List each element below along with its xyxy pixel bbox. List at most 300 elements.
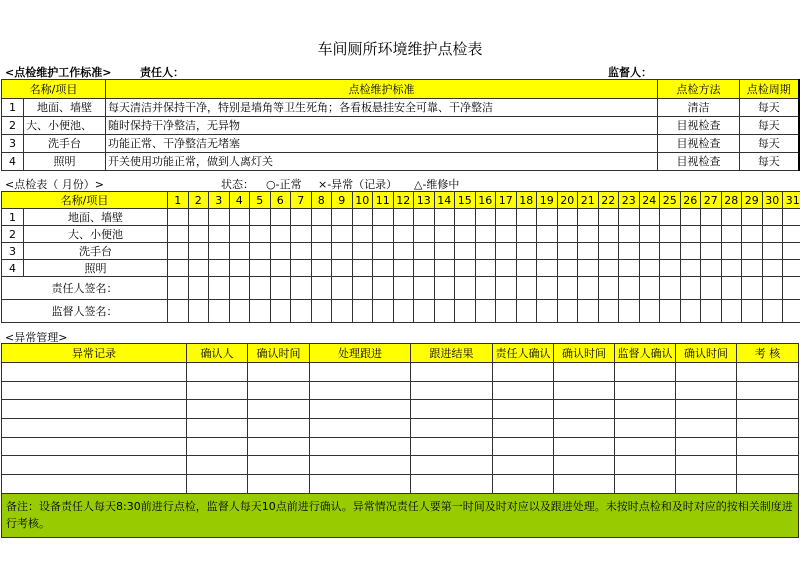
day-check-cell[interactable] [639, 260, 660, 277]
day-header: 5 [250, 192, 271, 209]
day-check-cell[interactable] [393, 226, 414, 243]
signature-cell[interactable] [701, 277, 722, 300]
day-check-cell[interactable] [270, 226, 291, 243]
day-check-cell[interactable] [229, 209, 250, 226]
header-cycle: 点检周期 [740, 80, 799, 99]
anomaly-cell[interactable] [187, 437, 248, 456]
signature-cell[interactable] [291, 300, 312, 323]
section-anomaly-heading: <异常管理> [5, 331, 68, 344]
signature-cell[interactable] [475, 277, 496, 300]
anomaly-cell[interactable] [554, 437, 615, 456]
day-check-cell[interactable] [352, 243, 373, 260]
anomaly-cell[interactable] [411, 363, 493, 382]
anomaly-cell[interactable] [2, 456, 187, 475]
anomaly-cell[interactable] [187, 400, 248, 419]
anomaly-cell[interactable] [554, 475, 615, 494]
anomaly-cell[interactable] [411, 419, 493, 438]
day-check-cell[interactable] [701, 260, 722, 277]
anomaly-cell[interactable] [737, 363, 799, 382]
day-check-cell[interactable] [332, 243, 353, 260]
day-check-cell[interactable] [414, 209, 435, 226]
anomaly-cell[interactable] [187, 456, 248, 475]
anomaly-cell[interactable] [310, 475, 411, 494]
day-check-cell[interactable] [352, 260, 373, 277]
day-check-cell[interactable] [188, 209, 209, 226]
anomaly-cell[interactable] [676, 400, 737, 419]
anomaly-cell[interactable] [411, 400, 493, 419]
item-name: 大、小便池、 [24, 117, 106, 135]
anomaly-cell[interactable] [2, 400, 187, 419]
standard-header-row [2, 80, 799, 99]
anomaly-cell[interactable] [310, 381, 411, 400]
day-header: 14 [434, 192, 455, 209]
day-check-cell[interactable] [311, 243, 332, 260]
day-check-cell[interactable] [373, 243, 394, 260]
day-check-cell[interactable] [496, 243, 517, 260]
day-check-cell[interactable] [209, 260, 230, 277]
day-check-cell[interactable] [434, 209, 455, 226]
signature-cell[interactable] [639, 277, 660, 300]
anomaly-cell[interactable] [248, 437, 310, 456]
day-check-cell[interactable] [475, 209, 496, 226]
day-check-cell[interactable] [352, 226, 373, 243]
anomaly-cell[interactable] [676, 363, 737, 382]
anomaly-cell[interactable] [310, 400, 411, 419]
day-check-cell[interactable] [742, 243, 763, 260]
day-check-cell[interactable] [414, 260, 435, 277]
day-check-cell[interactable] [557, 260, 578, 277]
anomaly-cell[interactable] [676, 381, 737, 400]
signature-cell[interactable] [270, 300, 291, 323]
signature-cell[interactable] [783, 277, 800, 300]
signature-cell[interactable] [250, 277, 271, 300]
day-check-cell[interactable] [250, 243, 271, 260]
signature-cell[interactable] [414, 300, 435, 323]
checklist-row [2, 209, 800, 226]
day-check-cell[interactable] [168, 243, 189, 260]
day-check-cell[interactable] [393, 243, 414, 260]
anomaly-cell[interactable] [737, 437, 799, 456]
day-check-cell[interactable] [332, 226, 353, 243]
signature-cell[interactable] [516, 277, 537, 300]
day-check-cell[interactable] [680, 243, 701, 260]
signature-cell[interactable] [537, 300, 558, 323]
day-check-cell[interactable] [742, 260, 763, 277]
signature-cell[interactable] [721, 300, 742, 323]
day-check-cell[interactable] [783, 260, 800, 277]
signature-cell[interactable] [762, 277, 783, 300]
day-header: 25 [660, 192, 681, 209]
signature-cell[interactable] [209, 277, 230, 300]
day-check-cell[interactable] [496, 209, 517, 226]
anomaly-cell[interactable] [493, 381, 554, 400]
day-check-cell[interactable] [291, 243, 312, 260]
day-check-cell[interactable] [414, 226, 435, 243]
day-header: 30 [762, 192, 783, 209]
day-check-cell[interactable] [496, 260, 517, 277]
anomaly-cell[interactable] [2, 475, 187, 494]
day-check-cell[interactable] [578, 209, 599, 226]
day-check-cell[interactable] [229, 226, 250, 243]
day-check-cell[interactable] [455, 226, 476, 243]
day-check-cell[interactable] [168, 209, 189, 226]
day-header: 22 [598, 192, 619, 209]
checklist-header-row [2, 192, 800, 209]
day-check-cell[interactable] [721, 260, 742, 277]
signature-cell[interactable] [393, 300, 414, 323]
day-check-cell[interactable] [619, 243, 640, 260]
day-check-cell[interactable] [475, 226, 496, 243]
day-check-cell[interactable] [537, 243, 558, 260]
signature-cell[interactable] [598, 300, 619, 323]
signature-cell[interactable] [557, 300, 578, 323]
signature-cell[interactable] [680, 300, 701, 323]
day-check-cell[interactable] [311, 226, 332, 243]
day-check-cell[interactable] [721, 226, 742, 243]
day-header: 27 [701, 192, 722, 209]
anomaly-cell[interactable] [187, 419, 248, 438]
day-check-cell[interactable] [619, 226, 640, 243]
signature-cell[interactable] [701, 300, 722, 323]
anomaly-cell[interactable] [493, 363, 554, 382]
header-method: 点检方法 [658, 80, 740, 99]
signature-cell[interactable] [229, 300, 250, 323]
signature-cell[interactable] [352, 300, 373, 323]
day-header: 29 [742, 192, 763, 209]
anomaly-header: 责任人确认 [493, 344, 554, 363]
day-check-cell[interactable] [619, 260, 640, 277]
signature-cell[interactable] [598, 277, 619, 300]
anomaly-cell[interactable] [615, 475, 676, 494]
anomaly-cell[interactable] [737, 475, 799, 494]
anomaly-cell[interactable] [248, 456, 310, 475]
anomaly-cell[interactable] [615, 456, 676, 475]
day-check-cell[interactable] [680, 226, 701, 243]
day-header: 24 [639, 192, 660, 209]
day-check-cell[interactable] [578, 226, 599, 243]
day-check-cell[interactable] [598, 226, 619, 243]
day-header: 15 [455, 192, 476, 209]
responsible-signature-label: 责任人签名： [2, 277, 168, 300]
day-header: 26 [680, 192, 701, 209]
anomaly-cell[interactable] [615, 419, 676, 438]
day-check-cell[interactable] [332, 260, 353, 277]
item-cycle: 每天 [740, 153, 799, 171]
day-check-cell[interactable] [660, 243, 681, 260]
anomaly-cell[interactable] [554, 456, 615, 475]
day-check-cell[interactable] [455, 260, 476, 277]
section-standard-heading: <点检维护工作标准> [5, 66, 112, 79]
anomaly-cell[interactable] [310, 456, 411, 475]
signature-cell[interactable] [537, 277, 558, 300]
signature-cell[interactable] [455, 277, 476, 300]
anomaly-cell[interactable] [187, 381, 248, 400]
signature-cell[interactable] [291, 277, 312, 300]
checklist-row [2, 260, 800, 277]
day-check-cell[interactable] [291, 209, 312, 226]
day-check-cell[interactable] [701, 243, 722, 260]
anomaly-cell[interactable] [248, 400, 310, 419]
signature-cell[interactable] [168, 300, 189, 323]
item-method: 目视检查 [658, 117, 740, 135]
signature-cell[interactable] [742, 277, 763, 300]
anomaly-header: 异常记录 [2, 344, 187, 363]
day-header: 28 [721, 192, 742, 209]
day-check-cell[interactable] [639, 243, 660, 260]
day-check-cell[interactable] [311, 209, 332, 226]
day-check-cell[interactable] [660, 209, 681, 226]
anomaly-cell[interactable] [2, 437, 187, 456]
anomaly-cell[interactable] [493, 456, 554, 475]
day-check-cell[interactable] [762, 243, 783, 260]
anomaly-cell[interactable] [310, 419, 411, 438]
day-check-cell[interactable] [434, 226, 455, 243]
day-check-cell[interactable] [680, 209, 701, 226]
standard-table [1, 79, 800, 171]
day-check-cell[interactable] [762, 260, 783, 277]
day-check-cell[interactable] [762, 209, 783, 226]
day-check-cell[interactable] [188, 243, 209, 260]
signature-cell[interactable] [619, 277, 640, 300]
anomaly-cell[interactable] [493, 419, 554, 438]
item-standard: 随时保持干净整洁，无异物 [106, 117, 658, 135]
day-check-cell[interactable] [352, 209, 373, 226]
day-check-cell[interactable] [721, 243, 742, 260]
signature-cell[interactable] [721, 277, 742, 300]
day-check-cell[interactable] [742, 226, 763, 243]
anomaly-cell[interactable] [554, 400, 615, 419]
signature-cell[interactable] [680, 277, 701, 300]
anomaly-cell[interactable] [411, 381, 493, 400]
anomaly-cell[interactable] [411, 475, 493, 494]
anomaly-cell[interactable] [310, 363, 411, 382]
anomaly-cell[interactable] [493, 437, 554, 456]
signature-cell[interactable] [660, 300, 681, 323]
anomaly-cell[interactable] [676, 419, 737, 438]
day-check-cell[interactable] [455, 209, 476, 226]
day-check-cell[interactable] [168, 226, 189, 243]
signature-cell[interactable] [209, 300, 230, 323]
day-check-cell[interactable] [680, 260, 701, 277]
day-check-cell[interactable] [250, 226, 271, 243]
checklist-table [1, 191, 800, 323]
signature-cell[interactable] [660, 277, 681, 300]
signature-cell[interactable] [475, 300, 496, 323]
day-check-cell[interactable] [557, 209, 578, 226]
anomaly-header: 考 核 [737, 344, 799, 363]
signature-cell[interactable] [434, 300, 455, 323]
anomaly-cell[interactable] [615, 363, 676, 382]
day-check-cell[interactable] [250, 209, 271, 226]
day-check-cell[interactable] [270, 243, 291, 260]
anomaly-cell[interactable] [248, 381, 310, 400]
anomaly-cell[interactable] [411, 437, 493, 456]
day-check-cell[interactable] [270, 260, 291, 277]
day-check-cell[interactable] [639, 209, 660, 226]
anomaly-row [2, 400, 799, 419]
day-check-cell[interactable] [598, 243, 619, 260]
day-check-cell[interactable] [332, 209, 353, 226]
day-check-cell[interactable] [619, 209, 640, 226]
item-name: 洗手台 [24, 135, 106, 153]
day-check-cell[interactable] [373, 226, 394, 243]
day-check-cell[interactable] [455, 243, 476, 260]
item-method: 清洁 [658, 99, 740, 117]
anomaly-cell[interactable] [615, 437, 676, 456]
anomaly-cell[interactable] [737, 419, 799, 438]
signature-cell[interactable] [455, 300, 476, 323]
signature-cell[interactable] [188, 300, 209, 323]
day-check-cell[interactable] [639, 226, 660, 243]
anomaly-cell[interactable] [554, 363, 615, 382]
day-check-cell[interactable] [250, 260, 271, 277]
day-header: 21 [578, 192, 599, 209]
signature-cell[interactable] [250, 300, 271, 323]
day-check-cell[interactable] [393, 260, 414, 277]
day-check-cell[interactable] [475, 243, 496, 260]
anomaly-cell[interactable] [554, 419, 615, 438]
signature-cell[interactable] [373, 300, 394, 323]
day-check-cell[interactable] [229, 260, 250, 277]
item-name: 地面、墙壁 [24, 209, 168, 226]
signature-cell[interactable] [639, 300, 660, 323]
day-check-cell[interactable] [516, 226, 537, 243]
day-check-cell[interactable] [414, 243, 435, 260]
day-check-cell[interactable] [537, 260, 558, 277]
day-check-cell[interactable] [209, 209, 230, 226]
day-check-cell[interactable] [557, 243, 578, 260]
signature-cell[interactable] [434, 277, 455, 300]
anomaly-cell[interactable] [676, 475, 737, 494]
anomaly-cell[interactable] [2, 419, 187, 438]
item-cycle: 每天 [740, 135, 799, 153]
anomaly-cell[interactable] [187, 363, 248, 382]
day-check-cell[interactable] [229, 243, 250, 260]
signature-cell[interactable] [229, 277, 250, 300]
anomaly-cell[interactable] [2, 363, 187, 382]
anomaly-cell[interactable] [737, 400, 799, 419]
day-check-cell[interactable] [742, 209, 763, 226]
day-check-cell[interactable] [291, 226, 312, 243]
day-check-cell[interactable] [762, 226, 783, 243]
signature-cell[interactable] [516, 300, 537, 323]
header-name: 名称/项目 [2, 80, 106, 99]
anomaly-cell[interactable] [310, 437, 411, 456]
day-check-cell[interactable] [598, 260, 619, 277]
day-check-cell[interactable] [598, 209, 619, 226]
signature-cell[interactable] [332, 300, 353, 323]
day-check-cell[interactable] [578, 260, 599, 277]
signature-cell[interactable] [311, 277, 332, 300]
signature-cell[interactable] [496, 300, 517, 323]
signature-cell[interactable] [332, 277, 353, 300]
checklist-row [2, 226, 800, 243]
anomaly-cell[interactable] [248, 363, 310, 382]
row-number: 3 [2, 135, 24, 153]
day-check-cell[interactable] [557, 226, 578, 243]
signature-cell[interactable] [578, 277, 599, 300]
signature-cell[interactable] [393, 277, 414, 300]
day-check-cell[interactable] [537, 209, 558, 226]
day-check-cell[interactable] [475, 260, 496, 277]
day-check-cell[interactable] [434, 243, 455, 260]
day-check-cell[interactable] [373, 260, 394, 277]
day-check-cell[interactable] [660, 226, 681, 243]
day-check-cell[interactable] [537, 226, 558, 243]
anomaly-cell[interactable] [554, 381, 615, 400]
day-header: 10 [352, 192, 373, 209]
signature-cell[interactable] [373, 277, 394, 300]
signature-cell[interactable] [188, 277, 209, 300]
signature-cell[interactable] [496, 277, 517, 300]
row-number: 4 [2, 153, 24, 171]
standard-row [2, 135, 799, 153]
day-check-cell[interactable] [783, 243, 800, 260]
anomaly-cell[interactable] [187, 475, 248, 494]
day-check-cell[interactable] [209, 226, 230, 243]
day-check-cell[interactable] [783, 226, 800, 243]
anomaly-cell[interactable] [411, 456, 493, 475]
anomaly-cell[interactable] [737, 456, 799, 475]
day-check-cell[interactable] [209, 243, 230, 260]
anomaly-cell[interactable] [676, 456, 737, 475]
day-check-cell[interactable] [270, 209, 291, 226]
signature-cell[interactable] [742, 300, 763, 323]
day-check-cell[interactable] [393, 209, 414, 226]
signature-cell[interactable] [270, 277, 291, 300]
anomaly-cell[interactable] [615, 381, 676, 400]
day-check-cell[interactable] [516, 260, 537, 277]
signature-cell[interactable] [311, 300, 332, 323]
day-check-cell[interactable] [783, 209, 800, 226]
row-number: 4 [2, 260, 24, 277]
day-header: 9 [332, 192, 353, 209]
anomaly-cell[interactable] [676, 437, 737, 456]
anomaly-cell[interactable] [248, 475, 310, 494]
day-check-cell[interactable] [188, 226, 209, 243]
anomaly-cell[interactable] [493, 475, 554, 494]
signature-cell[interactable] [557, 277, 578, 300]
day-check-cell[interactable] [516, 209, 537, 226]
day-check-cell[interactable] [311, 260, 332, 277]
day-check-cell[interactable] [701, 209, 722, 226]
section-checklist-heading: <点检表（ 月份）> [5, 178, 104, 191]
signature-cell[interactable] [352, 277, 373, 300]
day-check-cell[interactable] [291, 260, 312, 277]
day-check-cell[interactable] [578, 243, 599, 260]
signature-cell[interactable] [762, 300, 783, 323]
day-check-cell[interactable] [168, 260, 189, 277]
day-check-cell[interactable] [373, 209, 394, 226]
signature-cell[interactable] [414, 277, 435, 300]
anomaly-cell[interactable] [493, 400, 554, 419]
day-check-cell[interactable] [660, 260, 681, 277]
signature-cell[interactable] [578, 300, 599, 323]
anomaly-cell[interactable] [2, 381, 187, 400]
day-check-cell[interactable] [701, 226, 722, 243]
day-check-cell[interactable] [516, 243, 537, 260]
signature-cell[interactable] [783, 300, 800, 323]
anomaly-cell[interactable] [615, 400, 676, 419]
signature-cell[interactable] [619, 300, 640, 323]
anomaly-cell[interactable] [248, 419, 310, 438]
signature-cell[interactable] [168, 277, 189, 300]
day-check-cell[interactable] [496, 226, 517, 243]
anomaly-cell[interactable] [737, 381, 799, 400]
day-check-cell[interactable] [188, 260, 209, 277]
day-check-cell[interactable] [434, 260, 455, 277]
day-check-cell[interactable] [721, 209, 742, 226]
